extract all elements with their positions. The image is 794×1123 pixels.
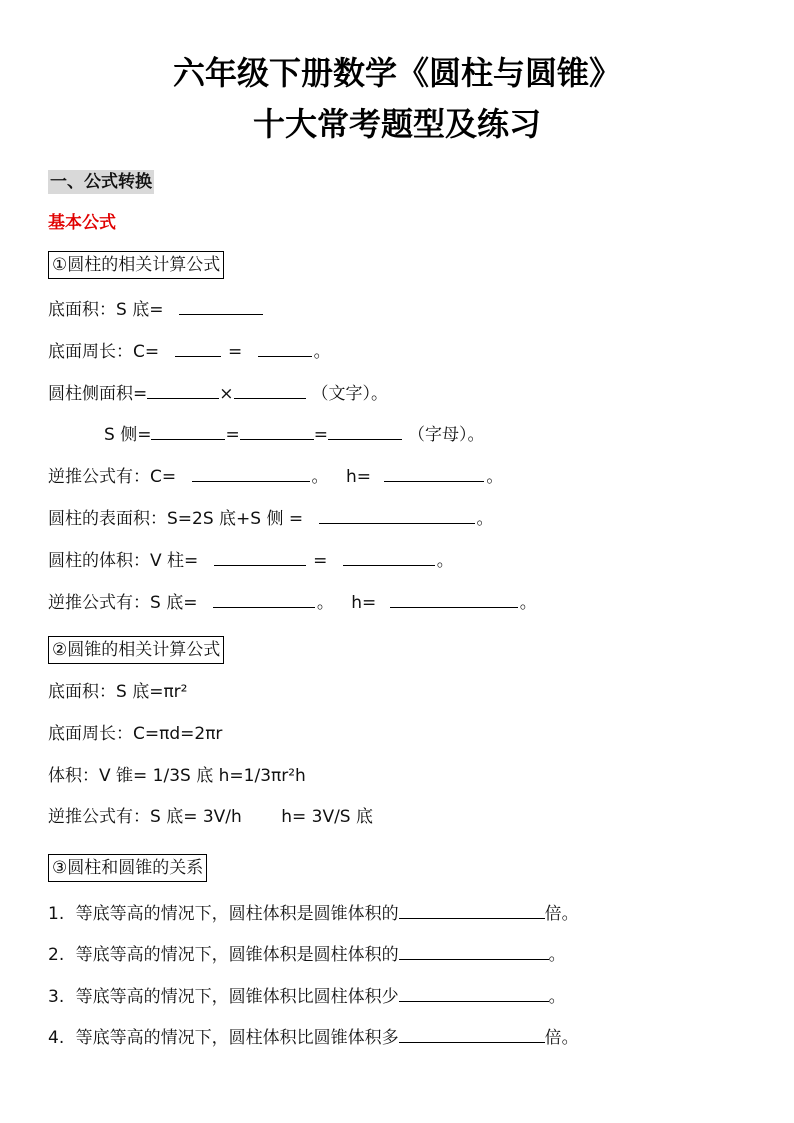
item-text: 等底等高的情况下，圆锥体积是圆柱体积的 bbox=[75, 945, 399, 965]
item-number: 2. bbox=[48, 945, 65, 965]
lateral-text-suffix: （文字）。 bbox=[311, 384, 388, 404]
cone-box-row bbox=[48, 636, 224, 664]
inverse2-label: 逆推公式有：S 底= bbox=[48, 593, 198, 613]
cone-inverse-row bbox=[48, 805, 373, 829]
relation-item-1 bbox=[48, 900, 579, 926]
relation-item-3 bbox=[48, 983, 566, 1009]
blank-field[interactable] bbox=[399, 1024, 545, 1043]
lateral-letter-label: S 侧= bbox=[104, 425, 152, 445]
blank-field[interactable] bbox=[192, 463, 310, 482]
blank-field[interactable] bbox=[343, 547, 435, 566]
inverse-label: 逆推公式有：C= bbox=[48, 467, 177, 487]
cone-base-perimeter: 底面周长：C=πd=2πr bbox=[48, 724, 223, 744]
blank-field[interactable] bbox=[399, 900, 545, 919]
period: 。 bbox=[316, 593, 334, 613]
item-suffix: 。 bbox=[548, 987, 566, 1007]
item-suffix: 倍。 bbox=[544, 1028, 579, 1048]
blank-field[interactable] bbox=[399, 941, 549, 960]
h-label: h= bbox=[351, 593, 377, 613]
period: 。 bbox=[486, 467, 504, 487]
surface-label: 圆柱的表面积：S=2S 底+S 侧 = bbox=[48, 509, 304, 529]
cylinder-base-perimeter-row bbox=[48, 338, 331, 364]
item-suffix: 倍。 bbox=[544, 904, 579, 924]
cone-inverse-s: 逆推公式有：S 底= 3V/h bbox=[48, 807, 242, 827]
blank-field[interactable] bbox=[214, 547, 306, 566]
blank-field[interactable] bbox=[213, 589, 315, 608]
cylinder-box-row bbox=[48, 251, 224, 279]
blank-field[interactable] bbox=[258, 338, 312, 357]
blank-field[interactable] bbox=[319, 505, 475, 524]
cone-volume: 体积：V 锥= 1/3S 底 h=1/3πr²h bbox=[48, 766, 306, 786]
cylinder-lateral-text-row bbox=[48, 380, 388, 406]
volume-label: 圆柱的体积：V 柱= bbox=[48, 551, 199, 571]
item-number: 1. bbox=[48, 904, 65, 924]
cylinder-lateral-label: 圆柱侧面积= bbox=[48, 384, 148, 404]
blank-field[interactable] bbox=[328, 421, 402, 440]
blank-field[interactable] bbox=[399, 983, 549, 1002]
blank-field[interactable] bbox=[175, 338, 221, 357]
item-text: 等底等高的情况下，圆柱体积是圆锥体积的 bbox=[75, 904, 399, 924]
subheading-basic-formulas: 基本公式 bbox=[48, 213, 116, 233]
equals-sign: = bbox=[225, 425, 240, 445]
cone-box-label: ②圆锥的相关计算公式 bbox=[48, 636, 224, 664]
cone-inverse-h: h= 3V/S 底 bbox=[281, 807, 373, 827]
cylinder-lateral-letter-row bbox=[104, 421, 484, 447]
lateral-letter-suffix: （字母）。 bbox=[407, 425, 485, 445]
blank-field[interactable] bbox=[240, 421, 314, 440]
cylinder-base-area-label: 底面积：S 底= bbox=[48, 300, 164, 320]
cone-base-area: 底面积：S 底=πr² bbox=[48, 682, 188, 702]
section-heading bbox=[48, 170, 154, 194]
blank-field[interactable] bbox=[151, 421, 225, 440]
cylinder-base-perimeter-label: 底面周长：C= bbox=[48, 342, 160, 362]
item-text: 等底等高的情况下，圆柱体积比圆锥体积多 bbox=[75, 1028, 399, 1048]
item-number: 3. bbox=[48, 987, 65, 1007]
item-number: 4. bbox=[48, 1028, 65, 1048]
item-suffix: 。 bbox=[548, 945, 566, 965]
period: 。 bbox=[311, 467, 329, 487]
equals-sign: = bbox=[313, 551, 328, 571]
blank-field[interactable] bbox=[147, 380, 219, 399]
times-sign: × bbox=[219, 384, 234, 404]
relation-box-row bbox=[48, 854, 207, 882]
relation-item-2 bbox=[48, 941, 566, 967]
item-text: 等底等高的情况下，圆锥体积比圆柱体积少 bbox=[75, 987, 399, 1007]
period: 。 bbox=[313, 342, 331, 362]
blank-field[interactable] bbox=[179, 296, 263, 315]
equals-sign: = bbox=[227, 342, 243, 362]
blank-field[interactable] bbox=[384, 463, 484, 482]
cylinder-box-label: ①圆柱的相关计算公式 bbox=[48, 251, 224, 279]
cylinder-inverse2-row bbox=[48, 589, 537, 615]
period: 。 bbox=[519, 593, 537, 613]
blank-field[interactable] bbox=[234, 380, 306, 399]
relation-item-4 bbox=[48, 1024, 579, 1050]
relation-box-label: ③圆柱和圆锥的关系 bbox=[48, 854, 207, 882]
title-line-2: 十大常考题型及练习 bbox=[252, 105, 541, 143]
period: 。 bbox=[436, 551, 454, 571]
cylinder-base-area-row bbox=[48, 296, 265, 322]
title-line-1: 六年级下册数学《圆柱与圆锥》 bbox=[172, 54, 621, 92]
blank-field[interactable] bbox=[390, 589, 518, 608]
period: 。 bbox=[476, 509, 494, 529]
h-label: h= bbox=[345, 467, 371, 487]
cylinder-volume-row bbox=[48, 547, 454, 573]
section-heading-text: 一、公式转换 bbox=[50, 172, 152, 192]
equals-sign: = bbox=[313, 425, 328, 445]
cylinder-surface-row bbox=[48, 505, 494, 531]
cylinder-inverse-row bbox=[48, 463, 503, 489]
